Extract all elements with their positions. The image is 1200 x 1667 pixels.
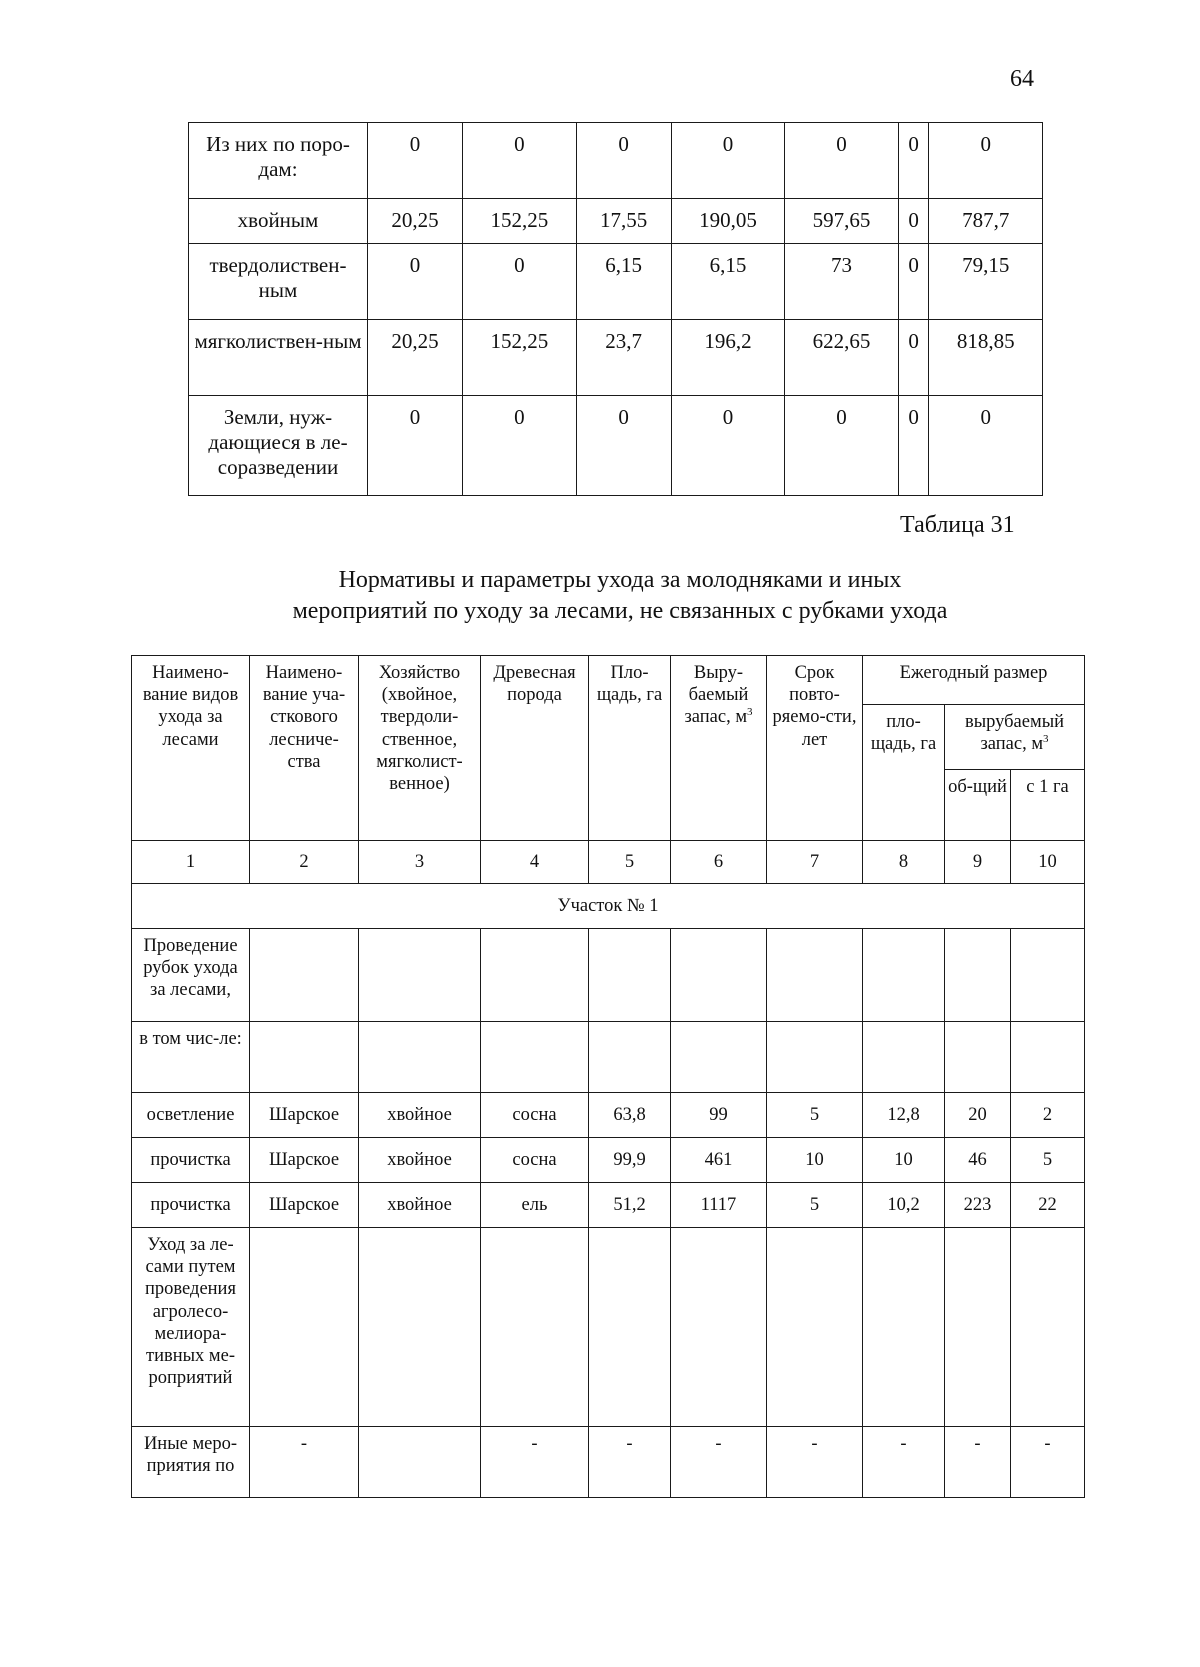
table-row: [132, 1183, 1085, 1228]
cell: 0: [463, 396, 577, 496]
cell: хвойное: [359, 1138, 481, 1183]
cell: 2: [1011, 1093, 1085, 1138]
row-label: Земли, нуж-дающиеся в ле-соразведении: [189, 396, 368, 496]
table-title-line: Нормативы и параметры ухода за молодняками и иных: [338, 567, 902, 593]
main-table: [131, 655, 1085, 1498]
header-cell: Ежегодный размер: [863, 656, 1085, 705]
cell: 818,85: [929, 320, 1043, 396]
table-title: [180, 565, 1060, 627]
table-row: [132, 1228, 1085, 1427]
header-cell: Наимено-вание уча-сткового лесниче-ства: [250, 656, 359, 841]
cell: 0: [785, 396, 899, 496]
header-text: вырубаемый запас, м: [964, 712, 1065, 755]
cell: [250, 1022, 359, 1093]
cell: 0: [463, 123, 577, 199]
cell: [1011, 1022, 1085, 1093]
section-title: Участок № 1: [132, 884, 1085, 929]
cell: [589, 1022, 671, 1093]
cell: 20: [945, 1093, 1011, 1138]
row-label: Уход за ле-сами путем проведения агролесо-мелиора-тивных ме-роприятий: [132, 1228, 250, 1427]
cell: 79,15: [929, 244, 1043, 320]
section-row: [132, 884, 1085, 929]
cell: Шарское: [250, 1093, 359, 1138]
cell: 0: [898, 244, 929, 320]
cell: 0: [671, 123, 785, 199]
cell: 0: [368, 396, 463, 496]
column-number: 10: [1011, 841, 1085, 884]
cell: 23,7: [576, 320, 671, 396]
cell: 1117: [671, 1183, 767, 1228]
cell: сосна: [481, 1138, 589, 1183]
row-label: твердолиствен-ным: [189, 244, 368, 320]
cell: [945, 929, 1011, 1022]
cell: -: [671, 1427, 767, 1498]
header-cell: Хозяйство (хвойное, твердоли-ственное, мягколист-венное): [359, 656, 481, 841]
table-row: [189, 199, 1043, 244]
cell: 152,25: [463, 320, 577, 396]
header-cell: пло-щадь, га: [863, 705, 945, 841]
cell: прочистка: [132, 1138, 250, 1183]
cell: 5: [1011, 1138, 1085, 1183]
row-label: Из них по поро-дам:: [189, 123, 368, 199]
cell: 99: [671, 1093, 767, 1138]
cell: 0: [671, 396, 785, 496]
row-label: в том чис-ле:: [132, 1022, 250, 1093]
header-text: Выру-баемый запас, м: [684, 663, 749, 728]
cell: 0: [929, 396, 1043, 496]
cell: осветление: [132, 1093, 250, 1138]
cell: 787,7: [929, 199, 1043, 244]
cell: -: [1011, 1427, 1085, 1498]
header-cell: Срок повто-ряемо-сти, лет: [767, 656, 863, 841]
cell: [767, 1022, 863, 1093]
table-row: [132, 1093, 1085, 1138]
cell: 10: [767, 1138, 863, 1183]
cell: [945, 1228, 1011, 1427]
header-row: [132, 656, 1085, 705]
cell: 10: [863, 1138, 945, 1183]
cell: 22: [1011, 1183, 1085, 1228]
column-number: 6: [671, 841, 767, 884]
cell: 12,8: [863, 1093, 945, 1138]
cell: 0: [898, 199, 929, 244]
header-cell: Наимено-вание видов ухода за лесами: [132, 656, 250, 841]
cell: 51,2: [589, 1183, 671, 1228]
cell: [250, 1228, 359, 1427]
cell: [863, 1228, 945, 1427]
top-table: [188, 122, 1043, 496]
column-number: 9: [945, 841, 1011, 884]
header-cell: [671, 656, 767, 841]
table-row: [189, 244, 1043, 320]
cell: [945, 1022, 1011, 1093]
cell: -: [250, 1427, 359, 1498]
cell: 63,8: [589, 1093, 671, 1138]
cell: 461: [671, 1138, 767, 1183]
cell: 20,25: [368, 199, 463, 244]
column-number: 2: [250, 841, 359, 884]
cell: [767, 1228, 863, 1427]
cell: [671, 929, 767, 1022]
cell: 0: [368, 244, 463, 320]
cell: ель: [481, 1183, 589, 1228]
cell: 17,55: [576, 199, 671, 244]
column-number: 7: [767, 841, 863, 884]
cell: 10,2: [863, 1183, 945, 1228]
cell: 5: [767, 1183, 863, 1228]
cell: 0: [785, 123, 899, 199]
cell: [359, 1022, 481, 1093]
header-cell: Пло-щадь, га: [589, 656, 671, 841]
superscript: 3: [1043, 733, 1049, 746]
cell: 6,15: [671, 244, 785, 320]
cell: -: [863, 1427, 945, 1498]
cell: 6,15: [576, 244, 671, 320]
cell: 99,9: [589, 1138, 671, 1183]
cell: 5: [767, 1093, 863, 1138]
table-label: Таблица 31: [900, 512, 1015, 538]
cell: [359, 929, 481, 1022]
cell: [671, 1228, 767, 1427]
cell: -: [945, 1427, 1011, 1498]
cell: [481, 1228, 589, 1427]
cell: [1011, 929, 1085, 1022]
header-cell: с 1 га: [1011, 770, 1085, 841]
table-row: [189, 396, 1043, 496]
cell: [589, 1228, 671, 1427]
cell: 46: [945, 1138, 1011, 1183]
cell: [1011, 1228, 1085, 1427]
row-label: мягколиствен-ным: [189, 320, 368, 396]
cell: -: [767, 1427, 863, 1498]
cell: [359, 1427, 481, 1498]
cell: 196,2: [671, 320, 785, 396]
column-number: 4: [481, 841, 589, 884]
table-row: [132, 1427, 1085, 1498]
column-number: 1: [132, 841, 250, 884]
header-cell: [945, 705, 1085, 770]
cell: [481, 929, 589, 1022]
table-row: [189, 320, 1043, 396]
cell: -: [481, 1427, 589, 1498]
cell: 0: [576, 123, 671, 199]
column-number: 8: [863, 841, 945, 884]
table-row: [189, 123, 1043, 199]
cell: 0: [898, 396, 929, 496]
header-cell: об-щий: [945, 770, 1011, 841]
cell: 223: [945, 1183, 1011, 1228]
cell: 0: [898, 123, 929, 199]
cell: [863, 1022, 945, 1093]
cell: [863, 929, 945, 1022]
cell: 0: [898, 320, 929, 396]
table-row: [132, 929, 1085, 1022]
cell: 0: [929, 123, 1043, 199]
cell: 190,05: [671, 199, 785, 244]
cell: [359, 1228, 481, 1427]
column-number: 5: [589, 841, 671, 884]
cell: 0: [576, 396, 671, 496]
row-label: Иные меро-приятия по: [132, 1427, 250, 1498]
column-number: 3: [359, 841, 481, 884]
cell: 73: [785, 244, 899, 320]
cell: -: [589, 1427, 671, 1498]
cell: хвойное: [359, 1183, 481, 1228]
cell: [671, 1022, 767, 1093]
cell: прочистка: [132, 1183, 250, 1228]
superscript: 3: [747, 706, 753, 719]
table-row: [132, 1138, 1085, 1183]
cell: [481, 1022, 589, 1093]
cell: Шарское: [250, 1183, 359, 1228]
table-row: [132, 1022, 1085, 1093]
cell: 20,25: [368, 320, 463, 396]
cell: 597,65: [785, 199, 899, 244]
cell: Шарское: [250, 1138, 359, 1183]
cell: [767, 929, 863, 1022]
row-label: хвойным: [189, 199, 368, 244]
cell: 622,65: [785, 320, 899, 396]
cell: [589, 929, 671, 1022]
cell: хвойное: [359, 1093, 481, 1138]
row-label: Проведение рубок ухода за лесами,: [132, 929, 250, 1022]
cell: 0: [463, 244, 577, 320]
cell: 0: [368, 123, 463, 199]
page-number: 64: [1010, 66, 1034, 92]
cell: сосна: [481, 1093, 589, 1138]
cell: 152,25: [463, 199, 577, 244]
header-cell: Древесная порода: [481, 656, 589, 841]
cell: [250, 929, 359, 1022]
column-number-row: [132, 841, 1085, 884]
table-title-line: мероприятий по уходу за лесами, не связанных с рубками ухода: [292, 598, 948, 625]
